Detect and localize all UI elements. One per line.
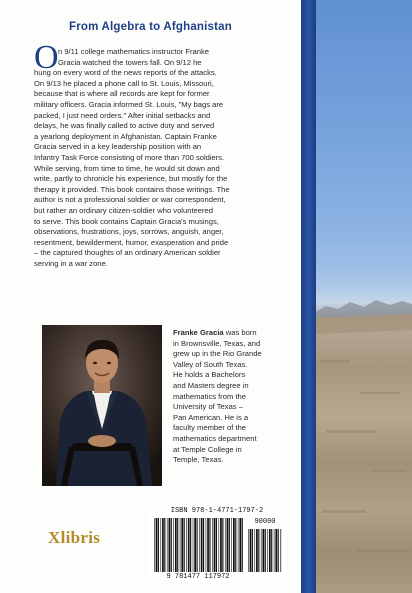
blurb-line: write, partly to chronicle his experience, but mostly for the: [34, 174, 228, 184]
author-bio-line: at Temple College in: [173, 444, 242, 454]
blurb-line: packed, I just need orders." After initial setbacks and: [34, 110, 211, 120]
author-bio-line: Pan American. He is a: [173, 412, 249, 422]
front-cover-photo-edge: [316, 0, 412, 593]
author-bio-line: was born: [223, 328, 257, 337]
blurb-line: delays, he was finally called to active duty and served: [34, 121, 215, 131]
author-photo: [42, 325, 162, 486]
author-bio-line: and Masters degree in: [173, 380, 249, 390]
blurb-line: hung on every word of the news reports of the attacks.: [34, 68, 217, 78]
book-spine: [301, 0, 316, 593]
blurb-line: a yearlong deployment in Afghanistan. Captain Franke: [34, 131, 217, 141]
mountain-range-image: [316, 0, 412, 593]
blurb-line: therapy it provided. This book contains those writings. The: [34, 184, 230, 194]
drop-cap-letter: O: [34, 39, 59, 76]
ean-number: 9 781477 117972: [166, 573, 230, 581]
barcode-bars: [154, 518, 244, 572]
blurb-line: Gracia watched the towers fall. On 9/12 he: [58, 57, 202, 67]
author-bio: [173, 328, 283, 466]
author-bio-line: faculty member of the: [173, 423, 247, 433]
isbn-barcode: [148, 507, 286, 583]
blurb-line: because that is where all records are kept for former: [34, 89, 210, 99]
blurb-line: resentment, bewilderment, humor, exasperation and pride: [34, 237, 229, 247]
blurb-line: n 9/11 college mathematics instructor Franke: [58, 47, 209, 56]
blurb-line: author is not a professional soldier or war correspondent,: [34, 195, 226, 205]
blurb-line: – the captured thoughts of an ordinary American soldier: [34, 248, 221, 258]
blurb-line: but rather an ordinary citizen-soldier who volunteered: [34, 205, 213, 215]
author-bio-line: grew up in the Rio Grande: [173, 349, 262, 359]
publisher-logo: Xlibris: [48, 528, 101, 547]
blurb-line: observations, frustrations, joys, sorrows, anguish, anger,: [34, 227, 224, 237]
author-bio-line: mathematics from the: [173, 391, 247, 401]
author-bio-line: Temple, Texas.: [173, 455, 224, 465]
blurb-line: While serving, from time to time, he would sit down and: [34, 163, 220, 173]
back-cover-title: From Algebra to Afghanistan: [69, 21, 232, 33]
author-bio-line: in Brownsville, Texas, and: [173, 338, 261, 348]
author-name: Franke Gracia: [173, 328, 224, 337]
blurb-line: On 9/13 he placed a phone call to St. Louis, Missouri,: [34, 78, 214, 88]
blurb-paragraph: [34, 47, 270, 269]
author-portrait-image: [42, 325, 162, 486]
author-bio-line: Valley of South Texas.: [173, 359, 248, 369]
blurb-line: serving in a war zone.: [34, 258, 108, 268]
author-bio-line: He holds a Bachelors: [173, 370, 246, 380]
blurb-line: to serve. This book contains Captain Gracia's musings,: [34, 216, 219, 226]
isbn-number: ISBN 978-1-4771-1797-2: [170, 507, 264, 515]
blurb-line: Gracia served in a key leadership position with an: [34, 142, 202, 152]
author-bio-line: University of Texas –: [173, 402, 243, 412]
price-code: 90000: [254, 518, 276, 526]
blurb-line: Infantry Task Force consisting of more than 700 soldiers.: [34, 152, 225, 162]
author-bio-first-line: [173, 328, 283, 339]
price-code-bars: [248, 529, 282, 572]
author-bio-line: mathematics department: [173, 433, 257, 443]
blurb-line: military officers. Gracia informed St. Louis, "My bags are: [34, 99, 224, 109]
